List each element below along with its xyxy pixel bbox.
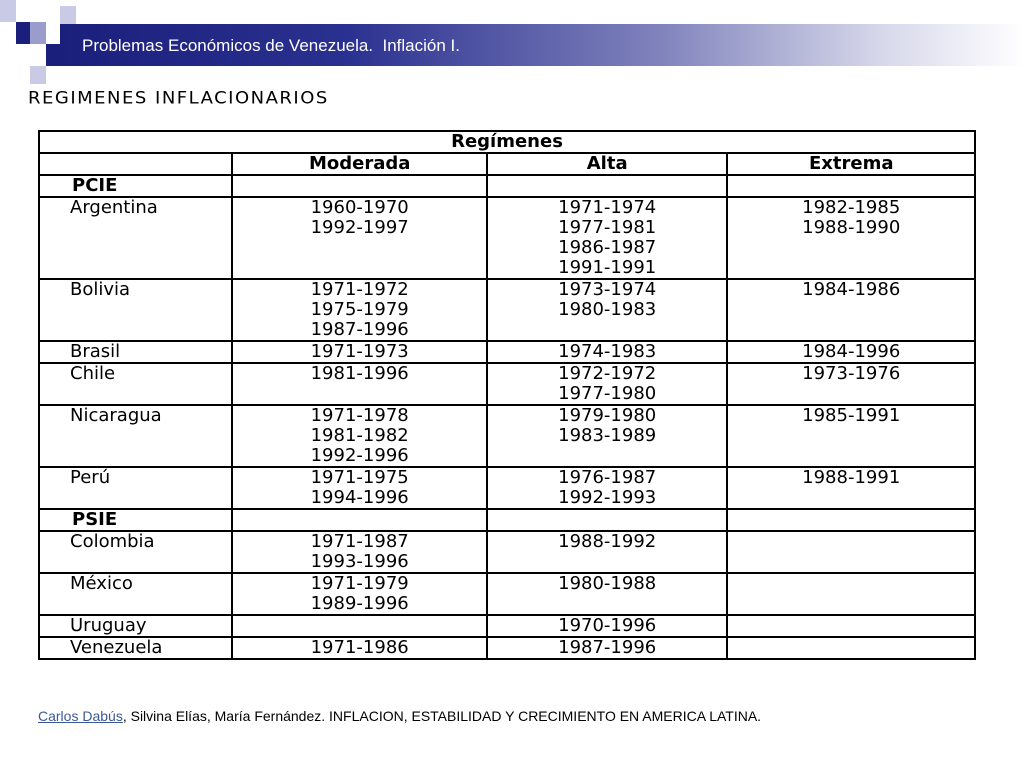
table-row: [39, 637, 975, 659]
citation-text: , Silvina Elías, María Fernández. INFLACION, ESTABILIDAD Y CRECIMIENTO EN AMERICA LATINA.: [122, 708, 762, 724]
period-value: 1980-1988: [558, 573, 657, 594]
periods-moderada: [232, 175, 487, 197]
period-value: 1985-1991: [802, 405, 901, 426]
periods-extrema: [727, 573, 975, 615]
period-value: 1975-1979: [310, 299, 409, 320]
period-value: 1986-1987: [558, 237, 657, 258]
country-name: Uruguay: [39, 615, 232, 637]
periods-moderada: [232, 615, 487, 637]
period-value: 1971-1972: [310, 279, 409, 300]
table-row: [39, 363, 975, 405]
period-value: 1993-1996: [310, 551, 409, 572]
decor-square: [30, 66, 46, 84]
periods-alta: [487, 615, 728, 637]
group-row: [39, 175, 975, 197]
section-title: REGIMENES INFLACIONARIOS: [28, 88, 329, 109]
period-value: 1980-1983: [558, 299, 657, 320]
period-value: 1989-1996: [310, 593, 409, 614]
table-super-header-row: [39, 131, 975, 153]
period-value: 1970-1996: [558, 615, 657, 636]
periods-extrema: [727, 509, 975, 531]
period-value: 1981-1996: [310, 363, 409, 384]
period-value: 1987-1996: [310, 319, 409, 340]
group-label: PCIE: [39, 175, 232, 197]
table-row: [39, 279, 975, 341]
period-value: 1984-1996: [802, 341, 901, 362]
periods-moderada: [232, 573, 487, 615]
periods-extrema: [727, 531, 975, 573]
period-value: 1971-1974: [558, 197, 657, 218]
group-row: [39, 509, 975, 531]
period-value: 1971-1978: [310, 405, 409, 426]
period-value: 1971-1986: [310, 637, 409, 658]
periods-extrema: [727, 175, 975, 197]
period-value: 1971-1973: [310, 341, 409, 362]
periods-moderada: [232, 467, 487, 509]
periods-alta: [487, 363, 728, 405]
periods-extrema: [727, 637, 975, 659]
periods-alta: [487, 175, 728, 197]
period-value: 1977-1980: [558, 383, 657, 404]
period-value: 1981-1982: [310, 425, 409, 446]
periods-alta: [487, 509, 728, 531]
country-name: Venezuela: [39, 637, 232, 659]
author-link[interactable]: Carlos Dabús: [38, 708, 123, 724]
table-row: [39, 197, 975, 279]
periods-moderada: [232, 279, 487, 341]
column-header-alta: Alta: [487, 153, 728, 175]
periods-alta: [487, 405, 728, 467]
period-value: 1992-1993: [558, 487, 657, 508]
period-value: 1992-1997: [310, 217, 409, 238]
regimes-table: [38, 130, 976, 660]
periods-extrema: [727, 197, 975, 279]
period-value: 1982-1985: [802, 197, 901, 218]
periods-alta: [487, 279, 728, 341]
decor-square: [60, 6, 76, 24]
period-value: 1988-1991: [802, 467, 901, 488]
periods-moderada: [232, 405, 487, 467]
periods-alta: [487, 197, 728, 279]
periods-extrema: [727, 341, 975, 363]
period-value: 1979-1980: [558, 405, 657, 426]
table-row: [39, 573, 975, 615]
citation: [38, 708, 761, 724]
table-header-row: [39, 153, 975, 175]
group-label: PSIE: [39, 509, 232, 531]
period-value: 1973-1976: [802, 363, 901, 384]
country-name: Argentina: [39, 197, 232, 279]
table-row: [39, 531, 975, 573]
period-value: 1992-1996: [310, 445, 409, 466]
periods-alta: [487, 467, 728, 509]
period-value: 1991-1991: [558, 257, 657, 278]
periods-moderada: [232, 637, 487, 659]
table-row: [39, 467, 975, 509]
country-name: Nicaragua: [39, 405, 232, 467]
period-value: 1974-1983: [558, 341, 657, 362]
period-value: 1984-1986: [802, 279, 901, 300]
periods-alta: [487, 531, 728, 573]
column-header-moderada: Moderada: [232, 153, 487, 175]
periods-extrema: [727, 279, 975, 341]
periods-extrema: [727, 467, 975, 509]
periods-alta: [487, 637, 728, 659]
period-value: 1972-1972: [558, 363, 657, 384]
periods-alta: [487, 341, 728, 363]
periods-extrema: [727, 615, 975, 637]
period-value: 1971-1987: [310, 531, 409, 552]
country-name: Brasil: [39, 341, 232, 363]
header-empty-cell: [39, 153, 232, 175]
country-name: Bolivia: [39, 279, 232, 341]
periods-alta: [487, 573, 728, 615]
period-value: 1976-1987: [558, 467, 657, 488]
period-value: 1977-1981: [558, 217, 657, 238]
country-name: Perú: [39, 467, 232, 509]
table-row: [39, 405, 975, 467]
periods-extrema: [727, 363, 975, 405]
column-header-extrema: Extrema: [727, 153, 975, 175]
periods-extrema: [727, 405, 975, 467]
decor-square: [30, 22, 46, 44]
table-row: [39, 341, 975, 363]
period-value: 1987-1996: [558, 637, 657, 658]
country-name: Colombia: [39, 531, 232, 573]
super-header-cell: Regímenes: [39, 131, 975, 153]
period-value: 1988-1992: [558, 531, 657, 552]
periods-moderada: [232, 531, 487, 573]
country-name: Chile: [39, 363, 232, 405]
period-value: 1983-1989: [558, 425, 657, 446]
period-value: 1994-1996: [310, 487, 409, 508]
slide-title: Problemas Económicos de Venezuela. Inflación I.: [82, 36, 460, 55]
periods-moderada: [232, 363, 487, 405]
periods-moderada: [232, 197, 487, 279]
decor-square: [0, 0, 16, 22]
country-name: México: [39, 573, 232, 615]
period-value: 1988-1990: [802, 217, 901, 238]
decor-square: [16, 22, 30, 44]
periods-moderada: [232, 509, 487, 531]
periods-moderada: [232, 341, 487, 363]
period-value: 1971-1975: [310, 467, 409, 488]
period-value: 1973-1974: [558, 279, 657, 300]
period-value: 1971-1979: [310, 573, 409, 594]
table-row: [39, 615, 975, 637]
decor-square: [46, 44, 60, 66]
period-value: 1960-1970: [310, 197, 409, 218]
